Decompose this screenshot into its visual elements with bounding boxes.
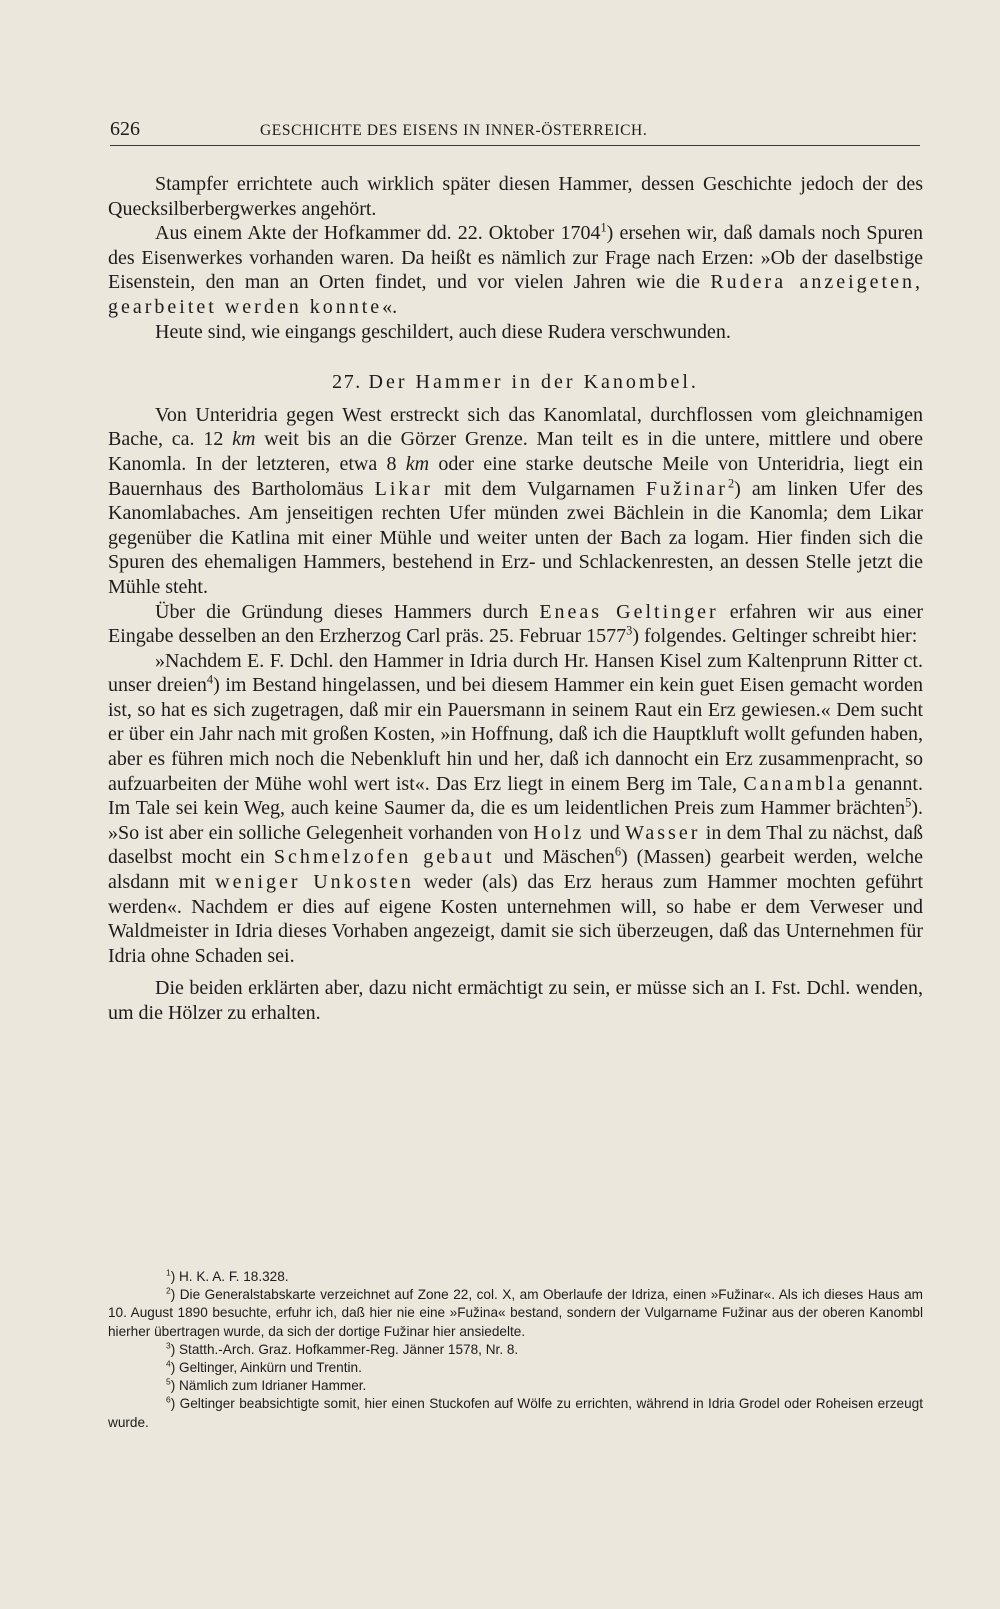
footnote-text: ) Statth.-Arch. Graz. Hofkammer-Reg. Jänner 1578, Nr. 8. [170,1341,519,1357]
spaced-weniger-unkosten: weniger Unkosten [215,871,414,894]
running-title: GESCHICHTE DES EISENS IN INNER-ÖSTERREICH. [260,122,648,139]
text-run: und Mäschen [494,846,615,869]
footnote-mark: 5 [166,1376,171,1387]
text-run: »Nachdem E. F. Dchl. den Hammer in Idria durch Hr. Hansen Kisel zum Kaltenprunn Ritter ct. unser dreien [108,649,923,697]
text-run: und [584,821,626,844]
footnote-4 [108,1359,923,1377]
paragraph-6 [108,649,923,969]
footnote-ref-3: 3 [626,623,633,638]
spaced-name-geltinger: Eneas Geltinger [539,600,719,623]
text-run: in dem Thal zu nächst, daß daselbst mocht ein [108,821,923,869]
paragraph-7: Die beiden erklärten aber, dazu nicht ermächtigt zu sein, er müsse sich an I. Fst. Dchl. wenden, um die Hölzer zu erhalten. [108,977,923,1024]
unit-km: km [232,428,256,451]
footnote-ref-4: 4 [206,672,214,687]
text-run: «. [382,295,398,318]
text-run: weder (als) das Erz heraus zum Hammer mochten geführt werden«. Nachdem er dies auf eigene Kosten unternehmen will, so habe er dem Verweser und Waldmeister in Idria dieses Vorhaben angezeigt, damit sie sich überzeugen, daß das Unternehmen für Idria ohne Schaden sei. [108,871,924,967]
footnote-5 [108,1377,923,1395]
text-run: ) ersehen wir, daß damals noch Spuren des Eisenwerkes vorhanden waren. Da heißt es nämlich zur Frage nach Erzen: »Ob der daselbstige Eisenstein, den man an Orten findet, und vor vielen Jahren wie die [108,222,923,294]
spaced-schmelzofen: Schmelzofen gebaut [273,846,495,869]
footnote-ref-5: 5 [905,795,912,810]
footnotes [108,1268,923,1432]
footnote-mark: 2 [166,1285,171,1296]
footnote-mark: 3 [166,1340,171,1351]
text-run: erfahren wir aus einer Eingabe desselben an den Erzherzog Carl präs. 25. Februar 1577 [108,600,924,648]
text-run: Über die Gründung dieses Hammers durch [155,600,540,623]
footnote-text: ) Die Generalstabskarte verzeichnet auf Zone 22, col. X, am Oberlaufe der Idriza, einen »Fužinar«. Als ich dieses Haus am 10. August 1890 besuchte, erfuhr ich, daß hier nie eine »Fužina« bestand, sondern der Vulgarname Fužinar aus der oberen Kanombl hierher übertragen wurde, da sich der dortige Fužinar hier ansiedelte. [108,1287,923,1339]
text-run: ) (Massen) gearbeit werden, welche alsdann mit [108,846,924,894]
spaced-emphasis: Rudera anzeigeten, gearbeitet werden konnte [108,271,923,318]
paragraph-1: Stampfer errichtete auch wirklich später diesen Hammer, dessen Geschichte jedoch der des Quecksilberbergwerkes angehört. [108,173,923,220]
footnote-mark: 4 [166,1358,171,1369]
paragraph-5 [108,600,923,649]
body-text [108,172,923,1026]
footnote-1 [108,1268,923,1286]
footnote-ref-2: 2 [727,475,735,490]
footnote-2 [108,1286,923,1341]
spaced-wasser: Wasser [625,821,701,844]
section-title: Der Hammer in der Kanombel. [368,371,699,394]
spaced-canambla: Canambla [743,772,849,795]
section-number: 27. [332,371,362,394]
text-run: Von Unteridria gegen West erstreckt sich das Kanomlatal, durchflossen vom gleichnamigen Bache, ca. 12 [108,403,923,451]
unit-km: km [405,452,430,475]
text-run: ) im Bestand hingelassen, und bei diesem Hammer ein kein guet Eisen gemacht worden ist, so hat es sich zugetragen, daß mir ein Pauersmann in seinem Raut ein Erz gewiesen.« Dem sucht er über ein Jahr nach mit großen Kosten, »in Hoffnung, daß ich die Hauptkluft wollt gefunden haben, aber es führen mich noch die Nebenkluft hin und her, daß ich dannocht ein Erz zusammenpracht, so aufzuarbeiten der Mühe wohl wert ist«. Das Erz liegt in einem Berg im Tale, [108,674,924,795]
footnote-mark: 1 [166,1267,171,1278]
footnote-text: ) Geltinger beabsichtigte somit, hier einen Stuckofen auf Wölfe zu errichten, während in Idria Grodel oder Roheisen erzeugt wurde. [108,1396,923,1430]
footnote-text: ) Nämlich zum Idrianer Hammer. [170,1378,367,1394]
paragraph-2 [108,221,923,319]
footnote-text: ) Geltinger, Ainkürn und Trentin. [170,1360,362,1376]
text-run: ). »So ist aber ein solliche Gelegenheit vorhanden von [108,797,923,844]
footnote-ref-6: 6 [614,844,622,859]
spaced-holz: Holz [533,821,585,844]
page-number: 626 [110,118,140,140]
paragraph-4 [108,403,923,600]
text-run: mit dem Vulgarnamen [432,477,646,500]
spaced-name-likar: Likar [374,477,433,500]
paragraph-3: Heute sind, wie eingangs geschildert, auch diese Rudera verschwunden. [155,320,731,343]
footnote-mark: 6 [166,1394,171,1405]
footnote-3 [108,1341,923,1359]
footnote-ref-1: 1 [600,220,607,235]
text-run: weit bis an die Görzer Grenze. Man teilt es in die untere, mittlere und obere Kanomla. In der letzteren, etwa 8 [108,428,923,475]
footnote-text: ) H. K. A. F. 18.328. [170,1269,289,1284]
text-run: genannt. Im Tale sei kein Weg, auch keine Saumer da, die es um leidentlichen Preis zum Hammer brächten [108,772,923,820]
text-run: oder eine starke deutsche Meile von Unteridria, liegt ein Bauernhaus des Bartholomäus [108,452,924,500]
page-header [110,118,920,146]
section-heading [108,370,923,395]
text-run: Aus einem Akte der Hofkammer dd. 22. Oktober 1704 [155,222,601,245]
footnote-6 [108,1395,923,1431]
spaced-name-fuzinar: Fužinar [645,477,728,500]
text-run: ) folgendes. Geltinger schreibt hier: [632,625,918,648]
text-run: ) am linken Ufer des Kanomlabaches. Am jenseitigen rechten Ufer münden zwei Bächlein in die Kanomla; dem Likar gegenüber die Katlina mit einer Mühle und weiter unten der Bach za logam. Hier finden sich die Spuren des ehemaligen Hammers, bestehend in Erz- und Schlackenresten, an dessen Stelle jetzt die Mühle steht. [108,477,924,598]
